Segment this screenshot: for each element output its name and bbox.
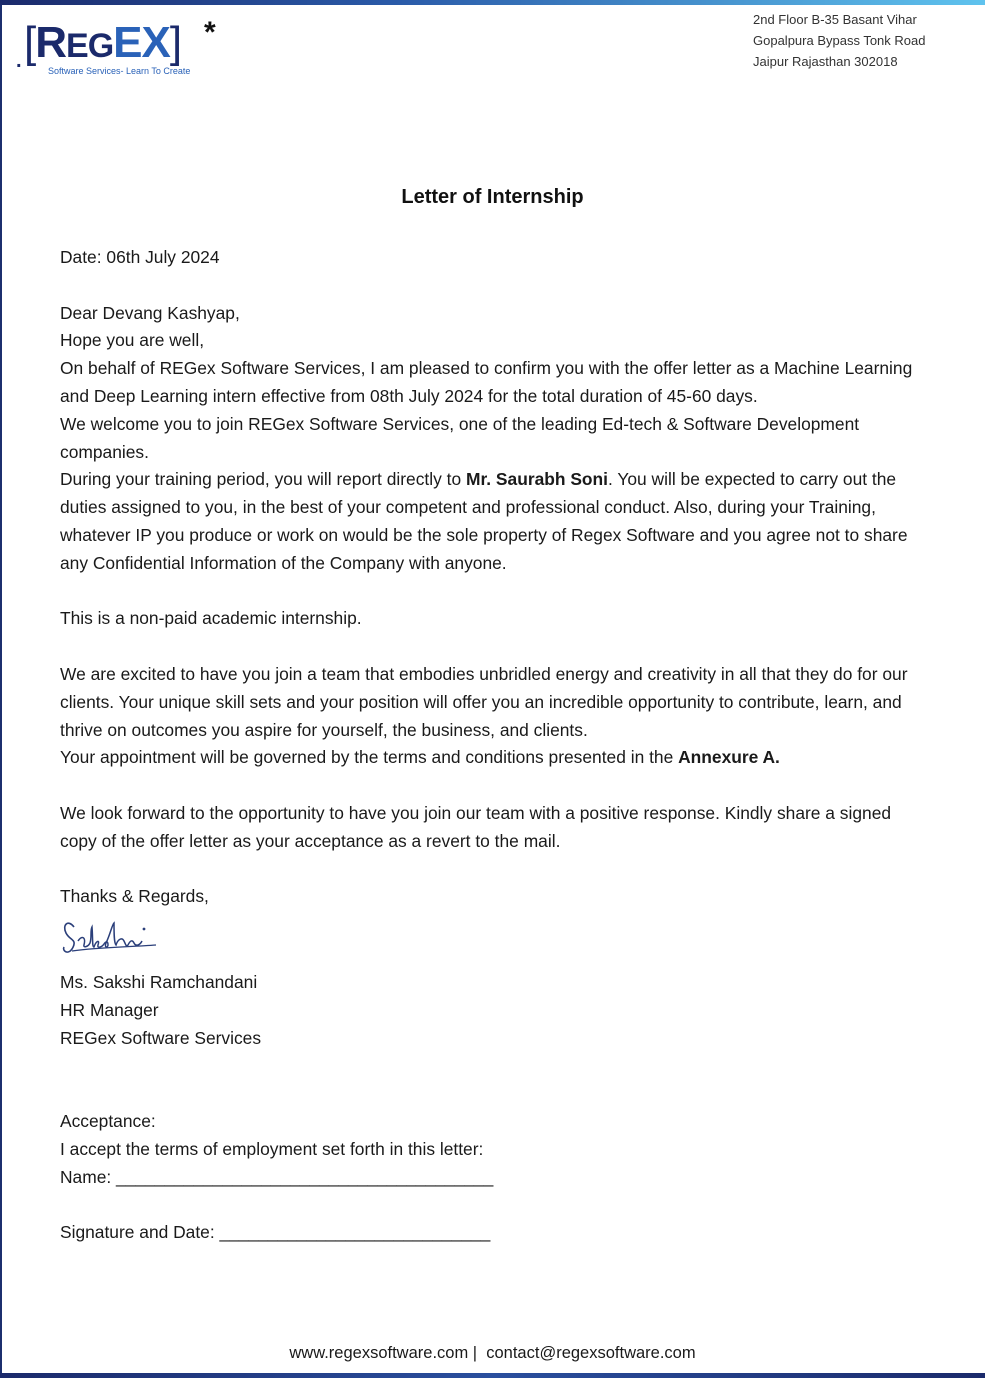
offer-paragraph: On behalf of REGex Software Services, I am pleased to confirm you with the offer letter as a Machine Learning and Deep Learning intern effective from 08th July 2024 for the total duration of 45-60 days. (60, 358, 913, 406)
logo-tagline: Software Services- Learn To Create (48, 66, 191, 76)
letter-body (60, 244, 930, 1247)
acceptance-signature-line: Signature and Date: ____________________________ (60, 1222, 491, 1243)
letter-title: Letter of Internship (401, 186, 584, 208)
address-line-3: Jaipur Rajasthan 302018 (753, 54, 898, 69)
acceptance-heading: Acceptance: (60, 1111, 156, 1132)
handwritten-signature (60, 911, 930, 963)
annexure-reference: Annexure A. (678, 747, 780, 768)
top-accent-bar (0, 0, 985, 5)
acceptance-statement: I accept the terms of employment set forth in this letter: (60, 1138, 484, 1159)
salutation: Dear Devang Kashyap, (60, 302, 240, 323)
logo-dot: . (16, 50, 22, 72)
address-line-1: 2nd Floor B-35 Basant Vihar (753, 12, 917, 27)
reporting-paragraph: During your training period, you will report directly to Mr. Saurabh Soni. You will be expected to carry out the duties assigned to you, in the best of your competent and professional conduct. Also, during your Training, whatever IP you produce or work on would be the sole property of Regex Software and you agree not to share any Confidential Information of the Company with anyone. (60, 469, 908, 573)
supervisor-name: Mr. Saurabh Soni (465, 469, 609, 490)
nonpaid-paragraph: This is a non-paid academic internship. (60, 608, 362, 629)
greeting: Hope you are well, (60, 330, 205, 351)
address-line-2: Gopalpura Bypass Tonk Road (753, 33, 926, 48)
footer-contact (0, 1344, 985, 1363)
company-address (753, 9, 925, 72)
footer-email[interactable]: contact@regexsoftware.com (486, 1344, 696, 1362)
logo-star: * (204, 16, 216, 49)
terms-paragraph: Your appointment will be governed by the terms and conditions presented in the Annexure A. (60, 747, 780, 768)
footer-separator: | (468, 1344, 487, 1362)
company-logo (16, 18, 236, 80)
closing: Thanks & Regards, (60, 886, 209, 907)
welcome-paragraph: We welcome you to join REGex Software Services, one of the leading Ed-tech & Software Development companies. (60, 413, 860, 462)
letter-date: Date: 06th July 2024 (60, 247, 220, 267)
signatory-name: Ms. Sakshi Ramchandani (60, 972, 258, 993)
forward-paragraph: We look forward to the opportunity to have you join our team with a positive response. Kindly share a signed copy of the offer letter as your acceptance as a revert to the mail. (60, 802, 892, 851)
signatory-title: HR Manager (60, 999, 159, 1020)
logo-wordmark: [REGEX] (24, 18, 182, 67)
excited-paragraph: We are excited to have you join a team that embodies unbridled energy and creativity in all that they do for our clients. Your unique skill sets and your position will offer you an incredible opportunity to contribute, learn, and thrive on outcomes you aspire for yourself, the business, and clients. (60, 663, 908, 740)
signatory-company: REGex Software Services (60, 1027, 262, 1048)
acceptance-name-line: Name: _______________________________________ (60, 1166, 494, 1187)
footer-website[interactable]: www.regexsoftware.com (289, 1344, 469, 1362)
bottom-accent-bar (0, 1373, 985, 1378)
